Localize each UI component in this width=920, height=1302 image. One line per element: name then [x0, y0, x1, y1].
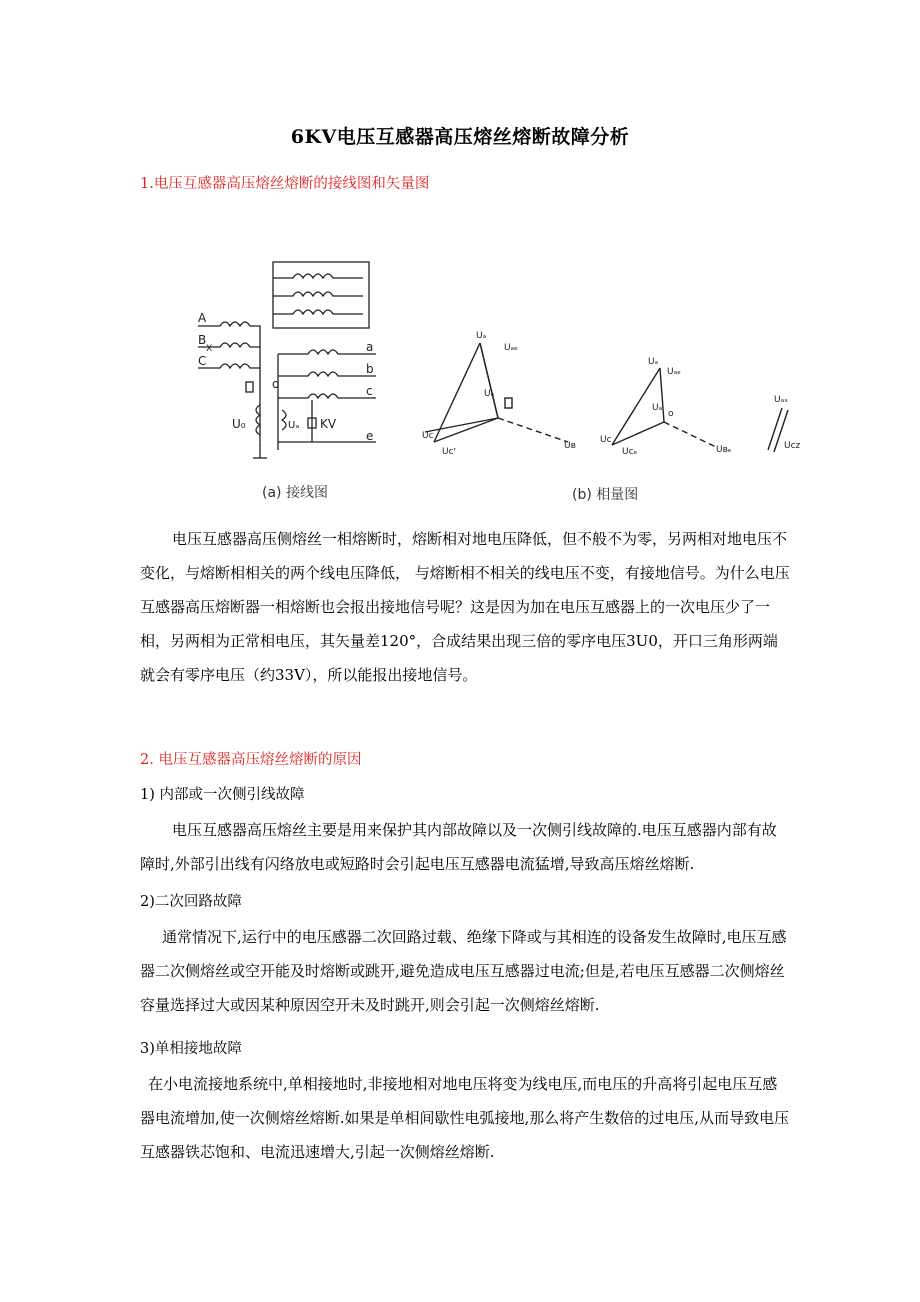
label-c: c	[366, 384, 373, 398]
label-X: X	[206, 344, 213, 354]
paragraph-1-text: 电压互感器高压侧熔丝一相熔断时，熔断相对地电压降低，但不般不为零，另两相对地电压不变化，与熔断相相关的两个线电压降低， 与熔断相不相关的线电压不变，有接地信号。为什么电压互感器高压熔断器一相熔断也会报出接地信号呢？这是因为加在电压互感器上的一次电压少了一相，另两相为正常相电压，其矢量差120°，合成结果出现三倍的零序电压3U0，开口三角形两端就会有零序电压（约33V），所以能报出接地信号。	[140, 530, 790, 684]
wiring-diagram	[198, 262, 376, 458]
item2-paragraph	[140, 920, 790, 1022]
p2-Ube: Uʙₑ	[716, 445, 732, 455]
item1-text: 电压互感器高压熔丝主要是用来保护其内部故障以及一次侧引线故障的.电压互感器内部有故障时,外部引出线有闪络放电或短路时会引起电压互感器电流猛增,导致高压熔丝熔断.	[140, 821, 777, 873]
p2-Ucz: Uᴄᴢ	[784, 441, 801, 451]
p2-Uce: Uᴄₑ	[622, 447, 638, 457]
p2-Uc: Uᴄ	[600, 435, 612, 445]
item2-text: 通常情况下,运行中的电压感器二次回路过载、绝缘下降或与其相连的设备发生故障时,电压互感器二次侧熔丝或空开能及时熔断或跳开,避免造成电压互感器过电流;但是,若电压互感器二次侧熔丝容量选择过大或因某种原因空开未及时跳开,则会引起一次侧熔丝熔断.	[140, 928, 787, 1014]
item3-paragraph	[140, 1067, 790, 1169]
label-o: o	[272, 377, 280, 391]
label-Ud: Uₐ	[288, 420, 300, 431]
label-e: e	[366, 429, 374, 443]
item1-paragraph	[140, 813, 790, 881]
p1-UA: Uₐ	[476, 331, 487, 341]
label-a: a	[366, 340, 374, 354]
caption-a: (a) 接线图	[262, 485, 328, 501]
p1-UB: Uʙ	[564, 441, 576, 451]
p2-Uae: Uₐₑ	[667, 367, 681, 377]
label-b: b	[366, 362, 374, 376]
item2-title: 2)二次回路故障	[140, 894, 242, 910]
p2-Uax: Uₐₓ	[774, 395, 789, 405]
p2-Ud: Uₐ	[652, 403, 663, 413]
phasor-diagram-1	[425, 343, 568, 442]
item1-title: 1) 内部或一次侧引线故障	[140, 787, 305, 803]
label-U0: U₀	[232, 417, 246, 431]
p2-Ua: Uₐ	[648, 357, 659, 367]
item3-title: 3)单相接地故障	[140, 1041, 242, 1057]
p1-UAB: Uₐₑ	[504, 343, 518, 353]
label-B: B	[198, 333, 207, 347]
phasor-diagram-2	[612, 368, 788, 452]
figure-svg	[180, 250, 820, 470]
paragraph-1	[140, 522, 790, 692]
secondary-frame	[273, 262, 369, 328]
figure	[180, 250, 820, 474]
p1-UCr: Uᴄʳ	[442, 447, 456, 457]
section1-heading: 1.电压互感器高压熔丝熔断的接线图和矢量图	[140, 176, 430, 192]
document-title: 6KV电压互感器高压熔丝熔断故障分析	[290, 126, 630, 148]
label-C: C	[198, 354, 207, 368]
label-KV: KV	[320, 417, 337, 431]
item3-text: 在小电流接地系统中,单相接地时,非接地相对地电压将变为线电压,而电压的升高将引起电压互感器电流增加,使一次侧熔丝熔断.如果是单相间歇性电弧接地,那么将产生数倍的过电压,从而导致电压互感器铁芯饱和、电流迅速增大,引起一次侧熔丝熔断.	[140, 1075, 790, 1161]
p1-Ud: Uₐ	[484, 389, 495, 399]
section2-heading: 2. 电压互感器高压熔丝熔断的原因	[140, 752, 362, 768]
label-A: A	[198, 311, 207, 325]
p1-UC: Uᴄ	[422, 431, 434, 441]
caption-b: (b) 相量图	[572, 487, 639, 503]
p2-o: o	[668, 409, 674, 419]
